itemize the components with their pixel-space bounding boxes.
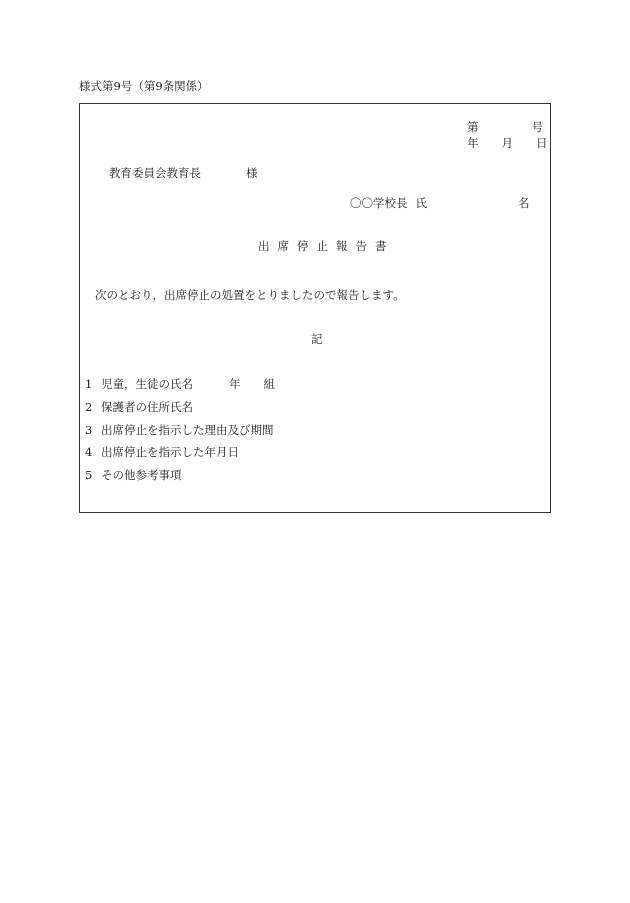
sender-shi: 氏 <box>415 196 427 210</box>
addressee-name: 教育委員会教育長 <box>109 166 201 180</box>
date-year: 年 <box>467 136 479 150</box>
title-char: 停 <box>297 239 309 253</box>
document-title <box>258 241 387 253</box>
item-year: 年 <box>229 377 241 391</box>
title-char: 報 <box>336 239 348 253</box>
item-number: 4 <box>85 445 93 459</box>
title-char: 席 <box>277 239 289 253</box>
ki-heading: 記 <box>311 332 323 346</box>
item-number: 5 <box>85 468 93 482</box>
item-label: 出席停止を指示した年月日 <box>101 445 239 459</box>
form-number-label: 様式第9号（第9条関係） <box>79 79 209 93</box>
item-class: 組 <box>263 377 275 391</box>
item-number: 1 <box>85 377 93 391</box>
list-item <box>85 402 193 414</box>
sender-line <box>350 198 530 210</box>
item-label: 児童，生徒の氏名 <box>101 377 193 391</box>
list-item <box>85 470 182 482</box>
item-label: 保護者の住所氏名 <box>101 400 193 414</box>
date-line <box>467 138 548 150</box>
sender-title: 〇〇学校長 <box>350 196 408 210</box>
number-gou: 号 <box>531 120 543 134</box>
title-char: 書 <box>375 239 387 253</box>
number-dai: 第 <box>467 120 479 134</box>
item-number: 2 <box>85 400 93 414</box>
list-item <box>85 447 239 459</box>
title-char: 止 <box>316 239 328 253</box>
list-item <box>85 425 274 437</box>
report-form-frame <box>79 103 551 513</box>
item-label: その他参考事項 <box>101 468 182 482</box>
document-number-line <box>467 122 543 134</box>
addressee-line <box>109 168 258 180</box>
addressee-honorific: 様 <box>246 166 258 180</box>
item-label: 出席停止を指示した理由及び期間 <box>101 423 274 437</box>
title-char: 告 <box>355 239 367 253</box>
body-text: 次のとおり，出席停止の処置をとりましたので報告します。 <box>95 288 405 302</box>
date-month: 月 <box>501 136 513 150</box>
sender-mei: 名 <box>518 196 530 210</box>
title-char: 出 <box>258 239 270 253</box>
item-number: 3 <box>85 423 93 437</box>
date-day: 日 <box>536 136 548 150</box>
list-item <box>85 379 275 391</box>
